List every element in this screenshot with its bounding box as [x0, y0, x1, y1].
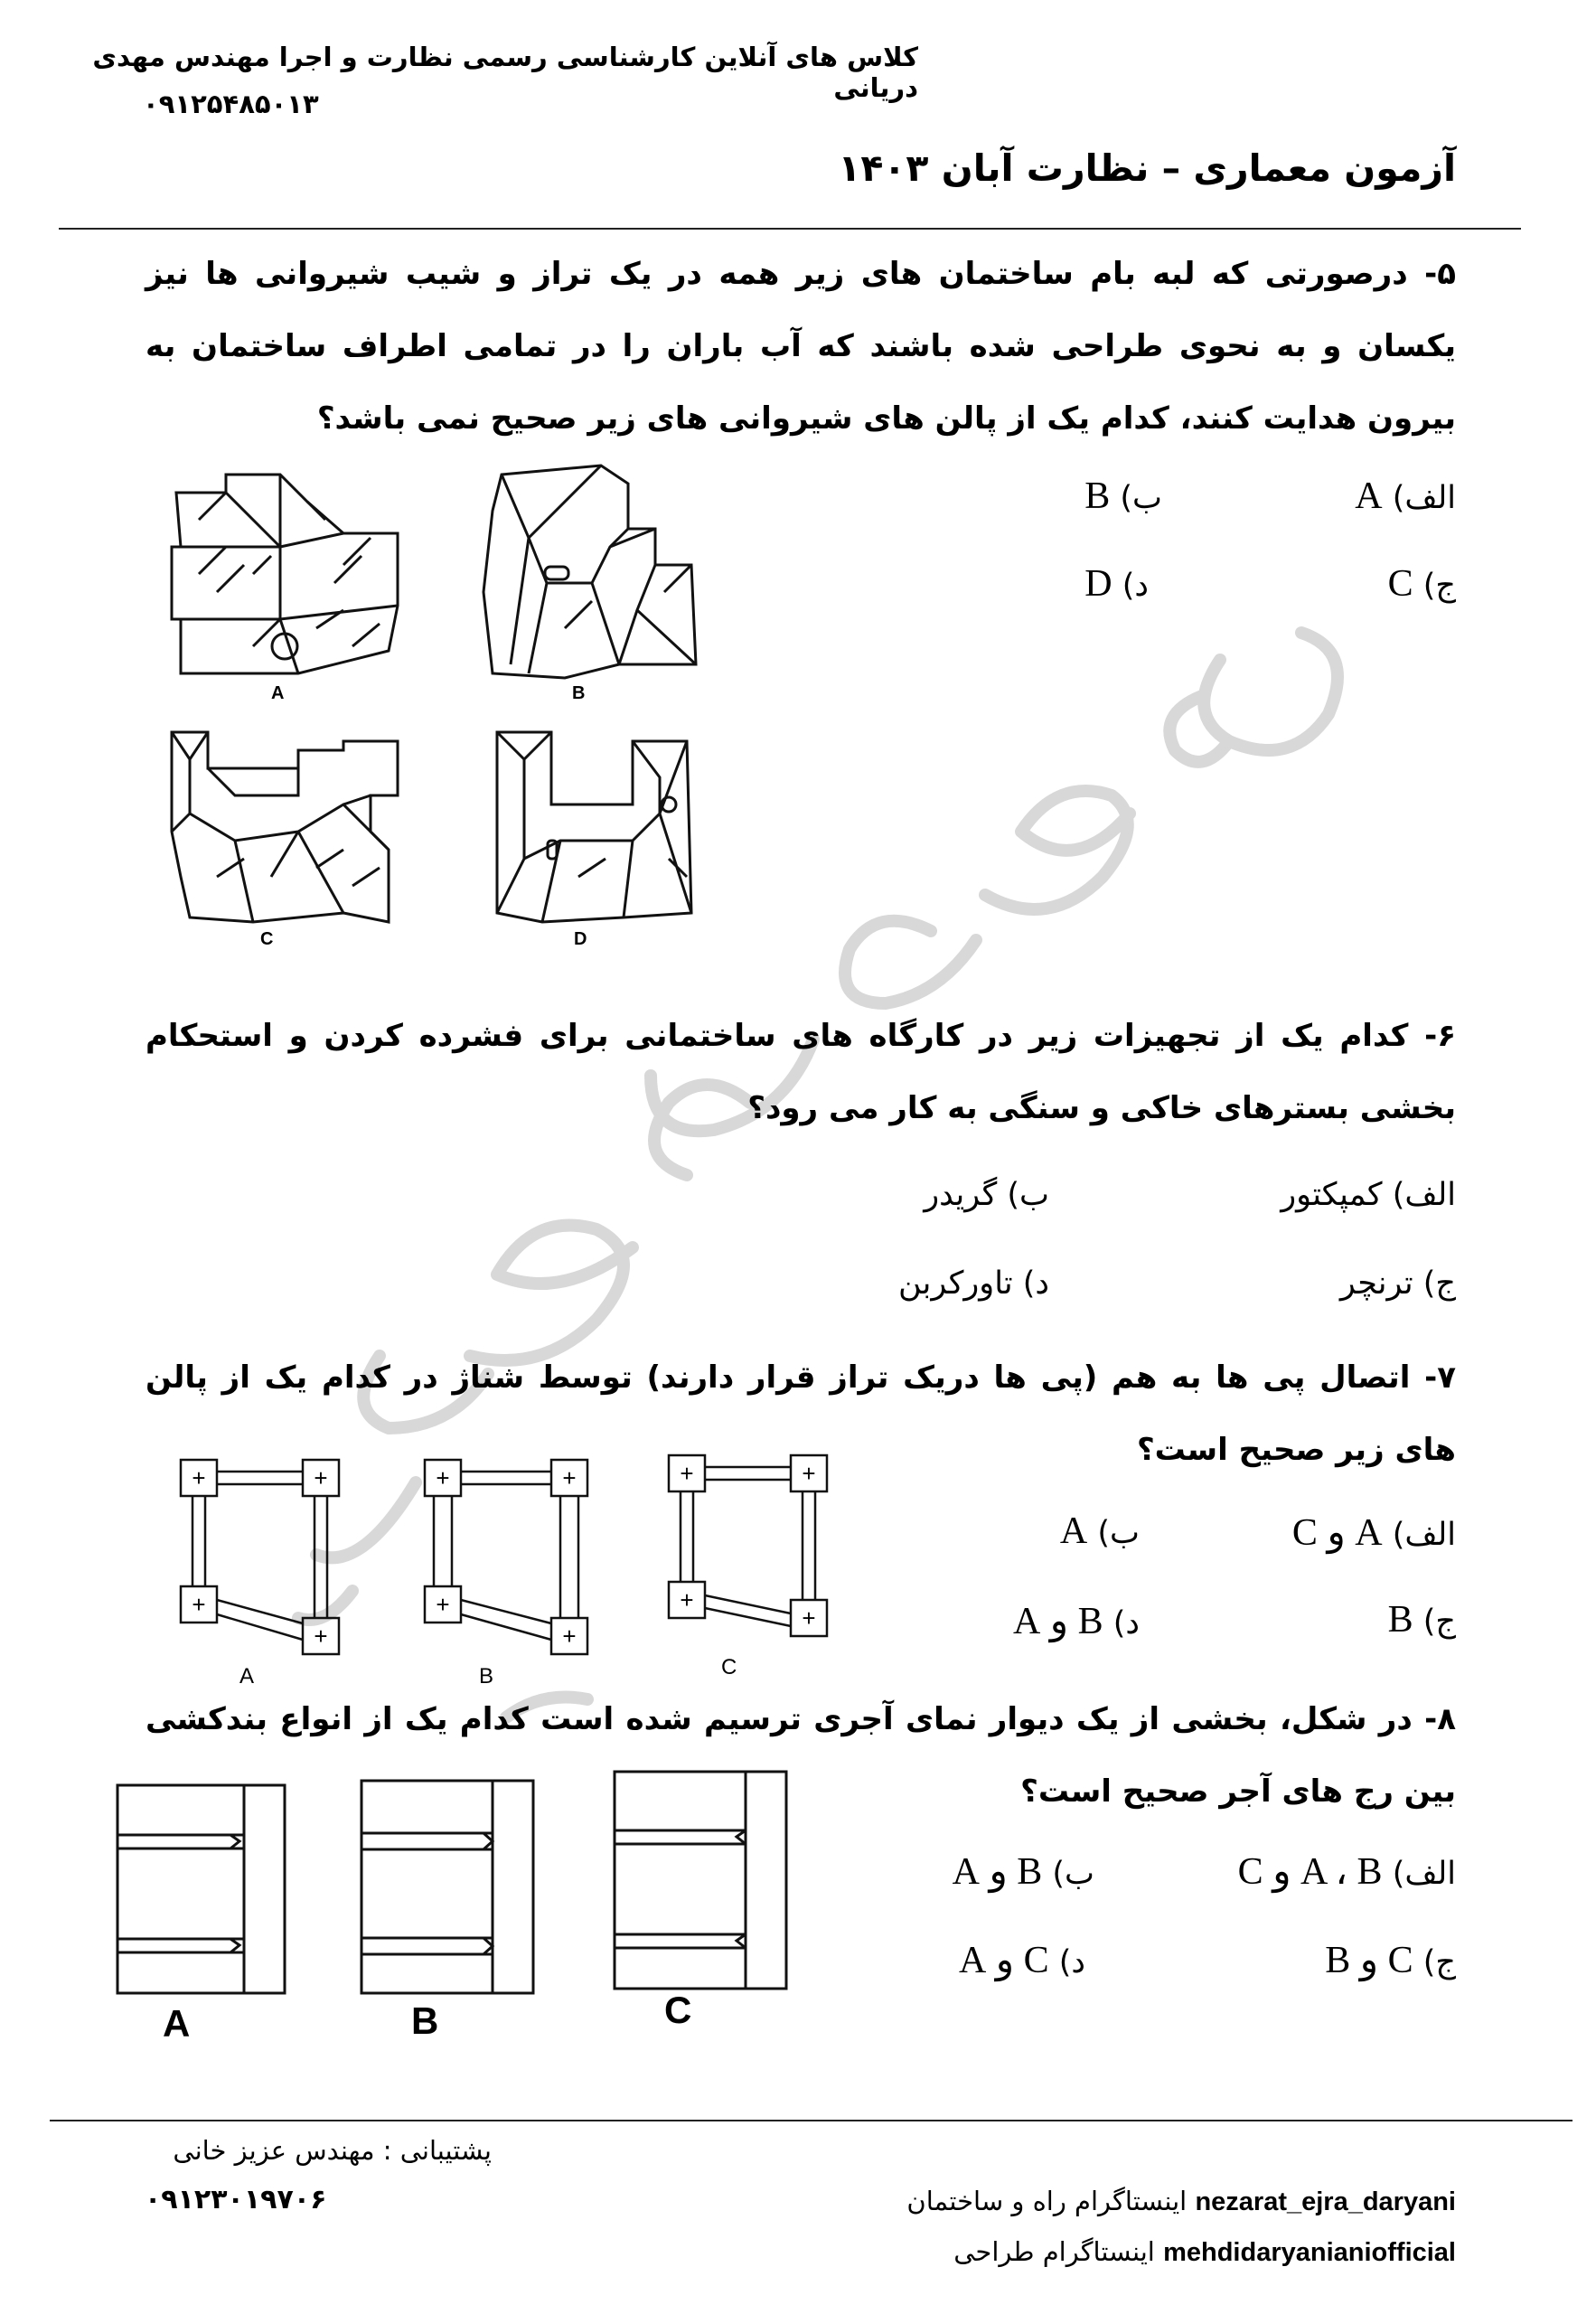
support-phone: ۰۹۱۲۳۰۱۹۷۰۶ — [145, 2184, 327, 2215]
q7-foundation-plan-a — [167, 1446, 375, 1690]
q5-option-dal[interactable]: د) D — [1084, 563, 1149, 605]
q7-label-a: A — [239, 1664, 255, 1688]
q7-option-alef[interactable]: الف) A و C — [1291, 1512, 1456, 1554]
q5-roof-plan-a — [163, 456, 407, 705]
svg-text:+: + — [680, 1586, 694, 1613]
instagram-construction-label: اینستاگرام راه و ساختمان — [906, 2186, 1188, 2216]
question-5 — [146, 238, 1456, 455]
question-6-text: کدام یک از تجهیزات زیر در کارگاه های ساختمانی برای فشرده کردن و استحکام بخشی بسترهای خاکی و سنگی به کار می رود؟ — [146, 1018, 1456, 1126]
exam-title: آزمون معماری – نظارت آبان ۱۴۰۳ — [838, 146, 1456, 190]
q6-option-alef[interactable]: الف) کمپکتور — [1281, 1177, 1456, 1213]
instagram-design — [953, 2236, 1456, 2268]
q5-roof-plan-d — [488, 723, 705, 949]
q7-label-c: C — [721, 1655, 737, 1679]
q7-option-jim[interactable]: ج) B — [1387, 1599, 1456, 1641]
svg-text:+: + — [562, 1623, 577, 1650]
q5-label-b: B — [572, 683, 586, 703]
q5-label-d: D — [574, 929, 587, 949]
q8-label-b: B — [411, 1999, 439, 2042]
svg-text:+: + — [192, 1591, 206, 1618]
q7-foundation-plan-c — [660, 1446, 859, 1690]
instagram-construction-handle[interactable]: nezarat_ejra_daryani — [1195, 2187, 1456, 2216]
question-7-text: اتصال پی ها به هم (پی ها دریک تراز قرار دارند) توسط شناژ در کدام یک از پالن های زیر صحیح است؟ — [146, 1359, 1456, 1468]
q7-option-dal[interactable]: د) B و A — [1012, 1601, 1140, 1642]
svg-text:+: + — [562, 1464, 577, 1491]
q8-brick-joint-b — [357, 1772, 538, 2043]
q5-label-a: A — [271, 683, 285, 703]
instagram-construction — [906, 2186, 1456, 2217]
q5-option-alef[interactable]: الف) A — [1355, 475, 1456, 517]
question-8-number: ۸- — [1424, 1701, 1456, 1737]
q8-label-c: C — [664, 1989, 692, 2031]
question-7-number: ۷- — [1424, 1359, 1456, 1396]
question-5-number: ۵- — [1424, 256, 1456, 292]
instagram-design-handle[interactable]: mehdidaryanianiofficial — [1163, 2238, 1456, 2267]
question-8-text: در شکل، بخشی از یک دیوار نمای آجری ترسیم شده است کدام یک از انواع بندکشی بین رج های آجر صحیح است؟ — [146, 1701, 1456, 1810]
svg-text:+: + — [192, 1464, 206, 1491]
svg-text:+: + — [680, 1460, 694, 1487]
header-phone: ۰۹۱۲۵۴۸۵۰۱۳ — [143, 89, 319, 119]
q8-option-alef[interactable]: الف) A ، B و C — [1237, 1851, 1456, 1893]
q8-option-be[interactable]: ب) B و A — [952, 1851, 1094, 1893]
svg-text:+: + — [802, 1604, 816, 1632]
svg-text:+: + — [436, 1591, 450, 1618]
footer-divider — [50, 2120, 1573, 2121]
support-name: پشتیبانی : مهندس عزیز خانی — [173, 2135, 492, 2166]
q5-roof-plan-b — [474, 456, 709, 705]
q6-option-be[interactable]: ب) گریدر — [924, 1177, 1049, 1213]
q8-label-a: A — [163, 2002, 191, 2045]
q5-label-c: C — [260, 929, 274, 949]
q8-brick-joint-a — [113, 1776, 294, 2047]
q7-option-be[interactable]: ب) A — [1059, 1510, 1140, 1552]
question-8 — [146, 1683, 1456, 1828]
class-title: کلاس های آنلاین کارشناسی رسمی نظارت و اجرا مهندس مهدی دریانی — [92, 42, 918, 103]
svg-text:+: + — [314, 1464, 328, 1491]
q5-option-jim[interactable]: ج) C — [1387, 563, 1456, 605]
question-6-number: ۶- — [1424, 1018, 1456, 1054]
instagram-design-label: اینستاگرام طراحی — [953, 2236, 1155, 2267]
q5-option-be[interactable]: ب) B — [1084, 475, 1162, 517]
question-5-text: درصورتی که لبه بام ساختمان های زیر همه در یک تراز و شیب شیروانی ها نیز یکسان و به نحوی طراحی شده باشند که آب باران را در تمامی اطراف ساختمان به بیرون هدایت کنند، کدام یک از پالن های شیروانی های زیر صحیح نمی باشد؟ — [146, 256, 1456, 437]
q7-label-b: B — [479, 1664, 494, 1688]
svg-text:+: + — [802, 1460, 816, 1487]
q6-option-dal[interactable]: د) تاورکربن — [898, 1265, 1049, 1302]
header-divider — [59, 228, 1521, 230]
q8-brick-joint-c — [610, 1763, 791, 2034]
question-6 — [146, 1000, 1456, 1144]
svg-text:+: + — [314, 1623, 328, 1650]
q6-option-jim[interactable]: ج) ترنچر — [1339, 1265, 1456, 1302]
q5-roof-plan-c — [163, 723, 407, 949]
q7-foundation-plan-b — [416, 1446, 615, 1690]
q8-option-jim[interactable]: ج) C و B — [1325, 1940, 1456, 1981]
q8-option-dal[interactable]: د) C و A — [958, 1940, 1085, 1981]
svg-text:+: + — [436, 1464, 450, 1491]
